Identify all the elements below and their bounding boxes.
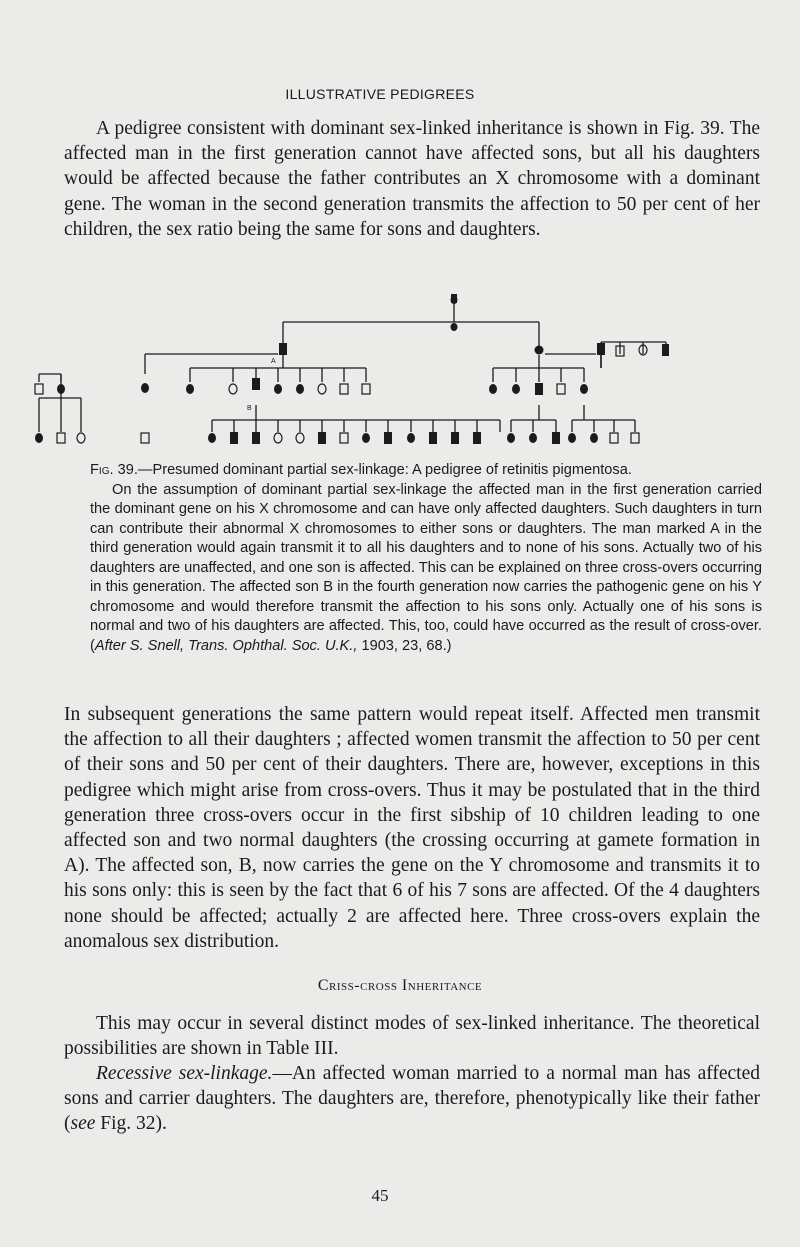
caption-title-line [90, 461, 762, 481]
pedigree-gen-4 [35, 432, 639, 444]
pedigree-male-normal [141, 433, 149, 443]
pedigree-male-affected [252, 432, 260, 444]
pedigree-male-normal [362, 384, 370, 394]
pedigree-male-affected [384, 432, 392, 444]
pedigree-female-affected [208, 433, 216, 443]
figure-caption [90, 461, 762, 656]
pedigree-diagram [0, 290, 800, 450]
pedigree-female-affected [512, 384, 520, 394]
pedigree-male-normal [35, 384, 43, 394]
pedigree-female-normal [229, 384, 237, 394]
pedigree-gen-2 [279, 343, 669, 356]
pedigree-female-affected [590, 433, 598, 443]
pedigree-male-normal [340, 384, 348, 394]
pedigree-female-affected [274, 384, 282, 394]
running-header: ILLUSTRATIVE PEDIGREES [285, 86, 475, 102]
pedigree-female-affected [580, 384, 588, 394]
paragraph-3: This may occur in several distinct modes of sex-linked inheritance. The theoretical possibilities are shown in Table III. [64, 1013, 760, 1060]
pedigree-male-normal [340, 433, 348, 443]
paragraph-4-heading: Recessive sex-linkage. [96, 1063, 273, 1084]
page-number: 45 [371, 1186, 389, 1205]
caption-citation-rest: 1903, 23, 68.) [357, 637, 452, 654]
pedigree-female-normal [296, 433, 304, 443]
pedigree-male-affected [451, 432, 459, 444]
paragraph-4 [64, 1061, 760, 1137]
pedigree-male-affected [597, 343, 605, 355]
pedigree-male-affected [318, 432, 326, 444]
pedigree-female-affected [296, 384, 304, 394]
pedigree-male-affected [535, 383, 543, 395]
pedigree-female-normal [318, 384, 326, 394]
pedigree-female-affected [407, 433, 415, 443]
pedigree-female-affected [568, 433, 576, 443]
pedigree-female-affected [529, 433, 537, 443]
intro-paragraph: A pedigree consistent with dominant sex-linked inheritance is shown in Fig. 39. The affected man in the first generation cannot have affected sons, but all his daughters would be affected because the father contributes an X chromosome with a dominant gene. The woman in the second generation transmits the affection to 50 per cent of her children, the sex ratio being the same for sons and daughters. [64, 118, 760, 240]
pedigree-female-affected [489, 384, 497, 394]
pedigree-label-a: A [271, 358, 276, 365]
pedigree-female-affected [362, 433, 370, 443]
pedigree-female-affected [451, 296, 458, 304]
pedigree-female-affected [507, 433, 515, 443]
pedigree-male-affected [230, 432, 238, 444]
caption-body: On the assumption of dominant partial sex-linkage the affected man in the first generation carried the dominant gene on his X chromosome and can have only affected daughters. Such daughters in turn can contribute their abnormal X chromosomes to either sons or daughters. The man marked A in the third generation would again transmit it to all his daughters and to none of his sons. Actually two of his daughters are unaffected, and one son is affected. This can be explained on three cross-overs occurring in this generation. The affected son B in the fourth generation now carries the pathogenic gene on his Y chromosome and would therefore transmit the affection to his sons only. Actually one of his sons is normal and two of his daughters are affected. This, too, could have occurred as the result of cross-over. [90, 481, 762, 634]
pedigree-male-affected [252, 378, 260, 390]
pedigree-female-affected [35, 433, 43, 443]
pedigree-male-affected [279, 343, 287, 355]
caption-body-block [90, 481, 762, 657]
pedigree-male-normal [557, 384, 565, 394]
paragraph-2: In subsequent generations the same pattern would repeat itself. Affected men transmit the affection to all their daughters ; affected women transmit the affection to 50 per cent of their sons and 50 per cent of their daughters. There are, however, exceptions in this pedigree which might arise from cross-overs. Thus it may be postulated that in the third generation three cross-overs occur in the first sibship of 10 children leading to one affected son and two normal daughters (the crossing occurring at gamete formation in A). The affected son, B, now carries the gene on the Y chromosome and transmits it to his sons only: this is seen by the fact that 6 of his 7 sons are affected. Of the 4 daughters none should be affected; actually 2 are affected here. Three cross-overs explain the anomalous sex distribution. [64, 704, 760, 952]
section-title: Criss-cross Inheritance [317, 977, 483, 994]
paragraph-4-text-a: —An affected woman married to a normal man has affected sons and carrier daughters. The daughters are, therefore, phenotypically like their father ( [64, 1063, 760, 1135]
pedigree-female-affected [535, 346, 544, 355]
pedigree-male-affected [552, 432, 560, 444]
paragraph-4-text-b: Fig. 32). [95, 1113, 167, 1135]
pedigree-male-affected [662, 344, 669, 356]
caption-citation-source: After S. Snell, Trans. Ophthal. Soc. U.K., [94, 637, 358, 654]
pedigree-female-affected [57, 384, 65, 394]
pedigree-male-normal [57, 433, 65, 443]
pedigree-female-normal [77, 433, 85, 443]
caption-title: —Presumed dominant partial sex-linkage: A pedigree of retinitis pigmentosa. [137, 462, 632, 478]
pedigree-gen-3 [35, 378, 588, 395]
pedigree-female-normal [274, 433, 282, 443]
pedigree-female-affected [141, 383, 149, 393]
pedigree-female-affected [451, 323, 458, 331]
caption-citation-open: ( [90, 637, 95, 654]
paragraph-4-see: see [70, 1113, 96, 1135]
pedigree-male-affected [473, 432, 481, 444]
pedigree-label-b: B [247, 405, 252, 412]
pedigree-male-affected [429, 432, 437, 444]
pedigree-male-normal [610, 433, 618, 443]
pedigree-female-affected [186, 384, 194, 394]
caption-lead: Fig. 39. [90, 462, 138, 478]
pedigree-male-normal [631, 433, 639, 443]
